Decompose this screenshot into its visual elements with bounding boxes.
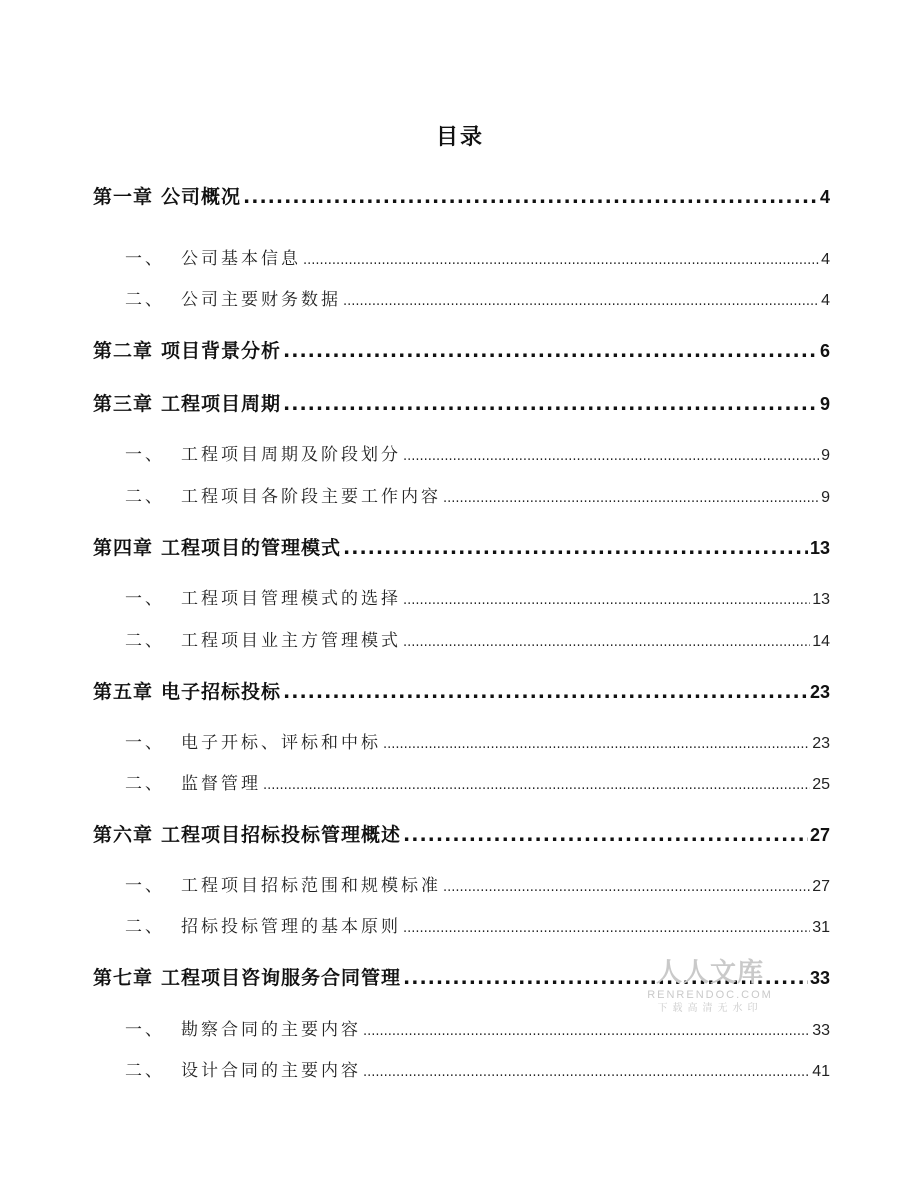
watermark-main-text: 人人文库: [655, 958, 764, 988]
toc-page-number: 4: [821, 251, 830, 268]
toc-page-number: 9: [821, 447, 830, 464]
toc-page-number: 33: [809, 968, 830, 988]
toc-entry-number: 一、: [125, 876, 165, 896]
toc-page-number: 6: [819, 341, 830, 361]
toc-page-number: 25: [812, 776, 830, 793]
toc-entry-title: 勘察合同的主要内容: [181, 1020, 361, 1040]
toc-page-number: 9: [819, 394, 830, 414]
toc-page-number: 13: [812, 591, 830, 608]
toc-entry-number: 二、: [125, 774, 165, 794]
toc-entry-title: 公司主要财务数据: [181, 290, 341, 310]
toc-entry-title: 电子招标投标: [161, 681, 282, 703]
toc-entry-title: 公司基本信息: [181, 249, 301, 269]
toc-entry-title: 工程项目招标范围和规模标准: [181, 876, 441, 896]
toc-entry-number: 一、: [125, 249, 165, 269]
toc-page-number: 41: [812, 1063, 830, 1080]
toc-page-number: 33: [812, 1022, 830, 1039]
toc-entry-number: 第六章: [93, 824, 154, 846]
toc-entry-number: 二、: [125, 487, 165, 507]
toc-entry-number: 第四章: [93, 537, 154, 559]
toc-section-entry[interactable]: [93, 285, 830, 310]
dot-leader: [403, 449, 819, 464]
toc-entry-title: 监督管理: [181, 774, 261, 794]
toc-chapter-entry[interactable]: [93, 963, 830, 990]
toc-page-number: 23: [812, 735, 830, 752]
toc-entry-number: 二、: [125, 917, 165, 937]
toc-chapter-entry[interactable]: [93, 182, 830, 209]
toc-entry-number: 一、: [125, 1020, 165, 1040]
toc-section-entry[interactable]: [93, 1015, 830, 1040]
toc-section-entry[interactable]: [93, 912, 830, 937]
toc-chapter-entry[interactable]: [93, 336, 830, 363]
toc-entry-number: 第七章: [93, 967, 154, 989]
toc-chapter-entry[interactable]: [93, 389, 830, 416]
toc-chapter-entry[interactable]: [93, 533, 830, 560]
dot-leader: [383, 737, 810, 752]
toc-entry-title: 招标投标管理的基本原则: [181, 917, 401, 937]
dot-leader: [343, 537, 808, 559]
toc-entry-title: 工程项目招标投标管理概述: [161, 824, 402, 846]
dot-leader: [343, 294, 819, 309]
dot-leader: [363, 1024, 810, 1039]
toc-entry-title: 工程项目业主方管理模式: [181, 631, 401, 651]
dot-leader: [283, 393, 818, 415]
dot-leader: [403, 967, 808, 989]
dot-leader: [243, 186, 818, 208]
toc-page-number: 14: [812, 633, 830, 650]
toc-entry-number: 二、: [125, 631, 165, 651]
toc-section-entry[interactable]: [93, 1056, 830, 1081]
toc-entry-title: 工程项目的管理模式: [161, 537, 342, 559]
toc-page-number: 4: [819, 187, 830, 207]
toc-page-number: 27: [809, 825, 830, 845]
toc-entry-title: 设计合同的主要内容: [181, 1061, 361, 1081]
toc-section-entry[interactable]: [93, 728, 830, 753]
toc-entry-number: 二、: [125, 1061, 165, 1081]
toc-section-entry[interactable]: [93, 871, 830, 896]
toc-page-number: 31: [812, 919, 830, 936]
toc-entry-number: 二、: [125, 290, 165, 310]
toc-entry-number: 一、: [125, 733, 165, 753]
toc-entry-title: 工程项目咨询服务合同管理: [161, 967, 402, 989]
toc-section-entry[interactable]: [93, 244, 830, 269]
toc-entry-title: 工程项目各阶段主要工作内容: [181, 487, 441, 507]
dot-leader: [443, 880, 810, 895]
dot-leader: [363, 1065, 810, 1080]
toc-section-entry[interactable]: [93, 769, 830, 794]
toc-entry-title: 公司概况: [161, 186, 242, 208]
dot-leader: [443, 491, 819, 506]
toc-entry-number: 第五章: [93, 681, 154, 703]
page-title: 目录: [435, 125, 484, 150]
toc-section-entry[interactable]: [93, 626, 830, 651]
toc-chapter-entry[interactable]: [93, 820, 830, 847]
toc-section-entry[interactable]: [93, 482, 830, 507]
toc-entry-number: 第一章: [93, 186, 154, 208]
toc-entry-title: 工程项目管理模式的选择: [181, 589, 401, 609]
toc-section-entry[interactable]: [93, 440, 830, 465]
toc-page-number: 4: [821, 292, 830, 309]
dot-leader: [403, 921, 810, 936]
dot-leader: [303, 253, 819, 268]
toc-entry-title: 项目背景分析: [161, 340, 282, 362]
toc-entry-title: 工程项目周期及阶段划分: [181, 445, 401, 465]
toc-page-number: 23: [809, 682, 830, 702]
toc-chapter-entry[interactable]: [93, 677, 830, 704]
dot-leader: [283, 340, 818, 362]
dot-leader: [403, 824, 808, 846]
toc-page-number: 13: [809, 538, 830, 558]
watermark-subtext: 下载高清无水印: [657, 1003, 763, 1014]
dot-leader: [263, 778, 810, 793]
toc-page-number: 27: [812, 878, 830, 895]
toc-entry-title: 电子开标、评标和中标: [181, 733, 381, 753]
toc-entry-title: 工程项目周期: [161, 393, 282, 415]
toc-page-number: 9: [821, 489, 830, 506]
dot-leader: [403, 593, 810, 608]
watermark-url: RENRENDOC.COM: [647, 989, 773, 1001]
toc-entry-number: 一、: [125, 445, 165, 465]
toc-entry-number: 第三章: [93, 393, 154, 415]
toc-entry-number: 一、: [125, 589, 165, 609]
toc-entry-number: 第二章: [93, 340, 154, 362]
dot-leader: [403, 635, 810, 650]
dot-leader: [283, 681, 808, 703]
toc-section-entry[interactable]: [93, 584, 830, 609]
